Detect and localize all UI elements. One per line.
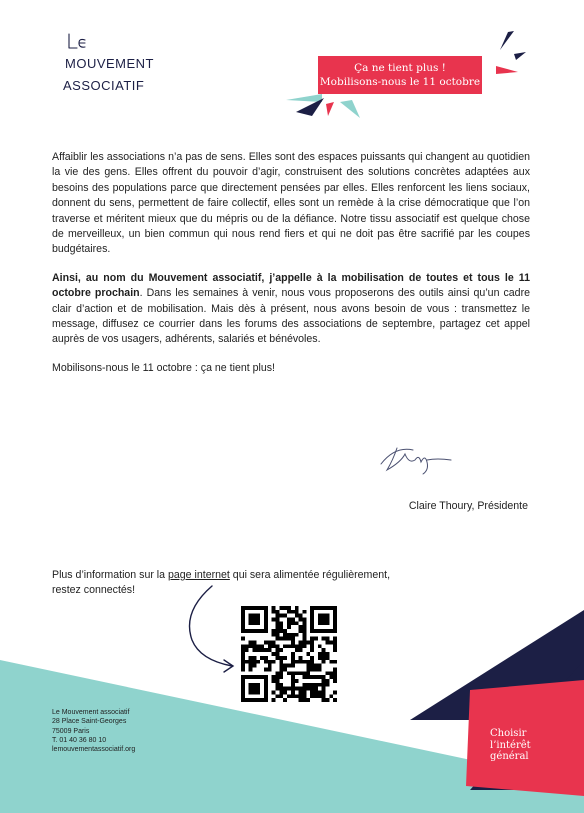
banner-line-1: Ça ne tient plus ! bbox=[354, 62, 446, 74]
slogan-line-1: Choisir bbox=[490, 728, 527, 739]
handwritten-signature bbox=[375, 440, 455, 476]
paragraph-2 bbox=[52, 271, 530, 348]
mobilisation-banner bbox=[282, 30, 528, 122]
logo-line-mouvement: MOUVEMENT bbox=[65, 56, 154, 71]
slogan-line-2: l’intérêt bbox=[490, 739, 531, 751]
info-before: Plus d’information sur la bbox=[52, 569, 168, 581]
mouvement-associatif-logo bbox=[55, 30, 180, 102]
banner-line-2: Mobilisons-nous le 11 octobre bbox=[319, 76, 481, 88]
logo-graphic bbox=[55, 30, 180, 102]
info-after: qui sera alimentée régulièrement, bbox=[229, 569, 391, 581]
page-internet-link[interactable]: page internet bbox=[168, 569, 230, 581]
paragraph-2-bold: Ainsi, au nom du Mouvement associatif, j’appelle à la mobilisation de toutes et tous le 11 octobre prochain bbox=[52, 271, 530, 300]
curved-arrow-icon bbox=[180, 582, 240, 677]
signatory-name: Claire Thoury, Présidente bbox=[408, 500, 528, 512]
paragraph-3: Mobilisons-nous le 11 octobre : ça ne tient plus! bbox=[52, 361, 275, 374]
info-line-2: restez connectés! bbox=[52, 583, 136, 596]
footer-org: Le Mouvement associatif bbox=[52, 709, 130, 716]
slogan-line-3: général bbox=[490, 751, 529, 762]
logo-line-associatif: ASSOCIATIF bbox=[63, 78, 145, 93]
qr-code[interactable] bbox=[241, 606, 337, 702]
more-info-text bbox=[52, 568, 472, 597]
paragraph-2-rest: . Dans les semaines à venir, nous vous proposerons des outils ainsi qu’un cadre clair d’action et de mobilisation. Mais dès à présent, nous avons besoin de vous : transmettez le message, diffusez ce courrier dans les forums des associations de septembre, partagez cet appel auprès de vos usagers, adhérents, salariés et bénévoles. bbox=[52, 287, 530, 346]
footer-phone: T. 01 40 36 80 10 bbox=[52, 736, 107, 744]
letter-body bbox=[52, 150, 530, 389]
paragraph-1: Affaiblir les associations n’a pas de sens. Elles sont des espaces puissants qui changent au quotidien la vie des gens. Elles offrent du pouvoir d’agir, construisent des solutions concrètes adaptées aux besoins des populations parce que directement pensées par elles. Elles renforcent les liens sociaux, donnent du sens, permettent de faire collectif, elles sont un remède à la crise démocratique que l’on traverse et méritent mieux que du mépris ou de la défiance. Notre tissu associatif est quelque chose de merveilleux, un bien commun qui nous rend fiers et qui ne doit pas être sacrifié par les coupes budgétaires. bbox=[52, 151, 530, 256]
footer-website: lemouvementassociatif.org bbox=[52, 746, 136, 754]
footer-address bbox=[52, 708, 135, 754]
slogan bbox=[490, 728, 560, 763]
footer-city: 75009 Paris bbox=[52, 727, 90, 735]
footer-street: 28 Place Saint-Georges bbox=[52, 718, 127, 726]
banner-box bbox=[318, 56, 482, 94]
